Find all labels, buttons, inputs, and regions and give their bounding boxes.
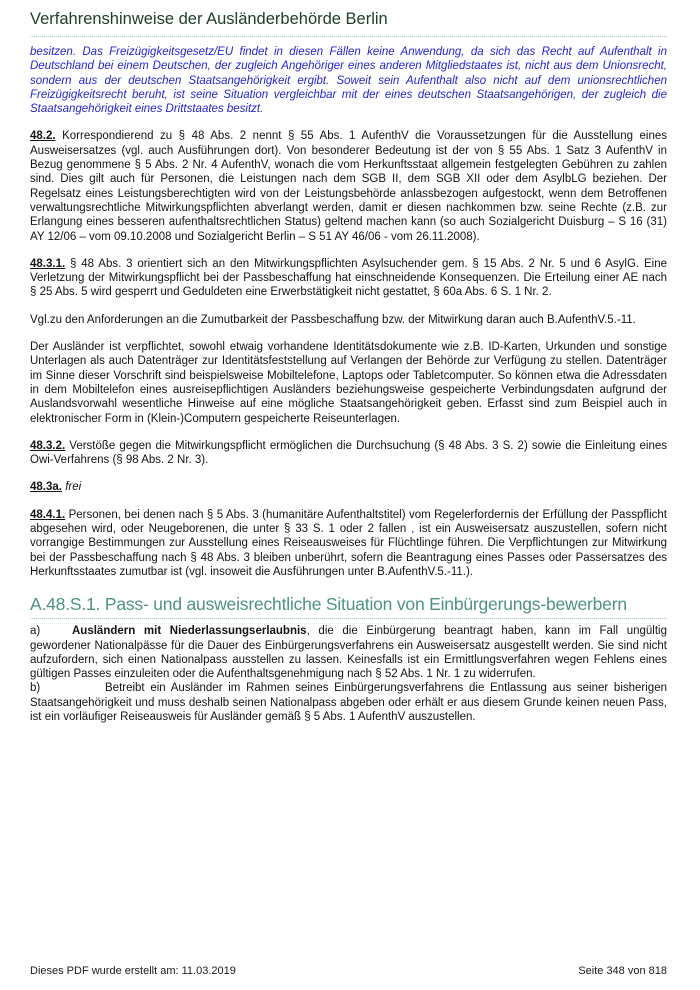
footer-created-date: Dieses PDF wurde erstellt am: 11.03.2019: [30, 965, 236, 977]
section-number-48-2: 48.2.: [30, 130, 56, 143]
footer-page-number: Seite 348 von 818: [578, 965, 667, 977]
paragraph-48-4-1-text-after: ist ein Ausweisersatz auszustellen, sofern nicht vorrangige Bestimmungen zur Ausstellung eines Reiseausweises für Flüchtlinge führen. Die Verpflichtungen zur Mitwirkung bei der Passbeschaffung nach § 48 Abs. 3 bleiben unberührt, sofern die Beantragung eines Passes oder Passersatzes des Herkunftsstaates zumutbar ist (vgl. insoweit die Ausführungen unter B.AufenthV.5.-11.).: [30, 523, 667, 578]
page-footer: [30, 965, 667, 977]
paragraph-48-3-2-text: Verstöße gegen die Mitwirkungspflicht ermöglichen die Durchsuchung (§ 48 Abs. 3 S. 2) sowie die Einleitung eines Owi-Verfahrens (§ 98 Abs. 2 Nr. 3).: [30, 439, 667, 467]
list-item-a-label: a): [30, 625, 41, 638]
paragraph-datentraeger: Der Ausländer ist verpflichtet, sowohl etwaig vorhandene Identitätsdokumente wie z.B. ID-Karten, Urkunden und sonstige Unterlagen als auch Datenträger zur Identitätsfeststellung auf Verlangen der Behörde zur Verfügung zu stellen. Datenträger im Sinne dieser Vorschrift sind beispielsweise Mobiltelefone, Laptops oder Tabletcomputer. So können etwa die Adressdaten in dem Mobiltelefon eines ausreisepflichtigen Ausländers beziehungsweise gespeicherte Verbindungsdaten aufgrund der Auslandsvorwahl wesentliche Hinweise auf eine mögliche Staatsangehörigkeit geben. Erfasst sind zum Beispiel auch in elektronischer Form in (Klein-)Computern gespeicherte Reiseunterlagen.: [30, 341, 667, 425]
paragraph-48-2-text: Korrespondierend zu § 48 Abs. 2 nennt § 55 Abs. 1 AufenthV die Voraussetzungen für die Ausstellung eines Ausweisersatzes (vgl. auch Ausführungen dort). Von besonderer Bedeutung ist der von § 55 Abs. 1 Satz 3 AufenthV in Bezug genommene § 5 Abs. 2 Nr. 4 AufenthV, wonach die vom Herkunftsstaat allgemein festgelegten Gebühren zu zahlen sind. Dies gilt auch für Personen, die Leistungen nach dem SGB II, dem SGB XII oder dem AsylbLG beziehen. Der Regelsatz eines Leistungsberechtigten wird von der Leistungsbehörde anlassbezogen aufgestockt, wenn dem Betroffenen verwaltungsrechtliche Mitwirkungspflichten abverlangt werden, damit er diesen nachkommen bzw. seine Rechte (z.B. zur Erlangung eines besseren aufenthaltsrechtlichen Status) geltend machen kann (so auch Sozialgericht Duisburg – S 16 (31) AY 12/06 – vom 09.10.2008 und Sozialgericht Berlin – S 51 AY 46/06 - vom 26.11.2008).: [30, 130, 667, 243]
paragraph-48-3-2: [30, 439, 667, 468]
paragraph-intro-changed-text: besitzen. Das Freizügigkeitsgesetz/EU findet in diesen Fällen keine Anwendung, da sich das Recht auf Aufenthalt in Deutschland bei einem Deutschen, der zugleich Angehöriger eines anderen Mitgliedstaates ist, nicht aus dem Unionsrecht, sondern aus der deutschen Staatsangehörigkeit ergibt. Soweit sein Aufenthalt also nicht auf dem unionsrechtlichen Freizügigkeitsrecht beruht, ist seine Situation vergleichbar mit der eines deutschen Staatsangehörigen, der zugleich die Staatsangehörigkeit eines Drittstaates besitzt.: [30, 46, 667, 116]
list-item-b: [30, 681, 667, 724]
section-number-48-3-1: 48.3.1.: [30, 257, 66, 270]
paragraph-48-4-1-text-before: Personen, bei denen nach § 5 Abs. 3 (humanitäre Aufenthaltstitel) vom Regelerfordernis der Erfüllung der Passpflicht abgesehen wird, oder Neugeborenen, die unter § 33 S. 1 oder 2 fallen: [30, 508, 667, 536]
section-heading-a48-s1: A.48.S.1. Pass- und ausweisrechtliche Situation von Einbürgerungs-bewerbern: [30, 594, 667, 619]
section-number-48-3-2: 48.3.2.: [30, 439, 66, 452]
paragraph-48-3a: [30, 480, 667, 494]
paragraph-48-2: [30, 129, 667, 243]
paragraph-48-3a-text: frei: [65, 481, 82, 494]
list-item-a-text: , die die Einbürgerung beantragt haben, kann im Fall ungültig gewordener Nationalpässe für die Dauer des Einbürgerungsverfahrens ein Ausweisersatz ausgestellt werden. Sie sind nicht aufzufordern, sich einen Nationalpass ausstellen zu lassen. Keinesfalls ist ein Ermittlungsverfahren wegen Fehlens eines gültigen Passes einzuleiten oder die Aufenthaltsgenehmigung nach § 52 Abs. 1 Nr. 1 zu widerrufen.: [30, 625, 667, 681]
section-number-48-3a: 48.3a.: [30, 481, 62, 494]
list-item-a-bold-lead: Ausländern mit Niederlassungserlaubnis: [72, 625, 307, 638]
list-item-a: [30, 624, 667, 681]
list-item-b-label: b): [30, 682, 41, 695]
changed-comma-marker: ,: [411, 523, 415, 536]
list-item-b-text: Betreibt ein Ausländer im Rahmen seines Einbürgerungsverfahrens die Entlassung aus seiner bisherigen Staatsangehörigkeit und muss deshalb seinen Nationalpass abgeben oder erhält er aus diesem Grunde keinen neuen Pass, ist ein vorläufiger Reiseausweis für Ausländer gemäß § 5 Abs. 1 AufenthV auszustellen.: [30, 682, 667, 723]
section-number-48-4-1: 48.4.1.: [30, 508, 66, 521]
paragraph-vgl-reference: Vgl.zu den Anforderungen an die Zumutbarkeit der Passbeschaffung bzw. der Mitwirkung daran auch B.AufenthV.5.-11.: [30, 313, 636, 326]
document-title: Verfahrenshinweise der Ausländerbehörde Berlin: [30, 10, 667, 37]
paragraph-48-3-1: [30, 257, 667, 300]
paragraph-48-4-1: [30, 508, 667, 579]
paragraph-48-3-1-text: § 48 Abs. 3 orientiert sich an den Mitwirkungspflichten Asylsuchender gem. § 15 Abs. 2 Nr. 5 und 6 AsylG. Eine Verletzung der Mitwirkungspflicht bei der Passbeschaffung hat einschneidende Konsequenzen. Die Erteilung einer AE nach § 25 Abs. 5 wird gesperrt und Geduldeten eine Erwerbstätigkeit nicht gestattet, § 60a Abs. 6 S. 1 Nr. 2.: [30, 257, 667, 299]
